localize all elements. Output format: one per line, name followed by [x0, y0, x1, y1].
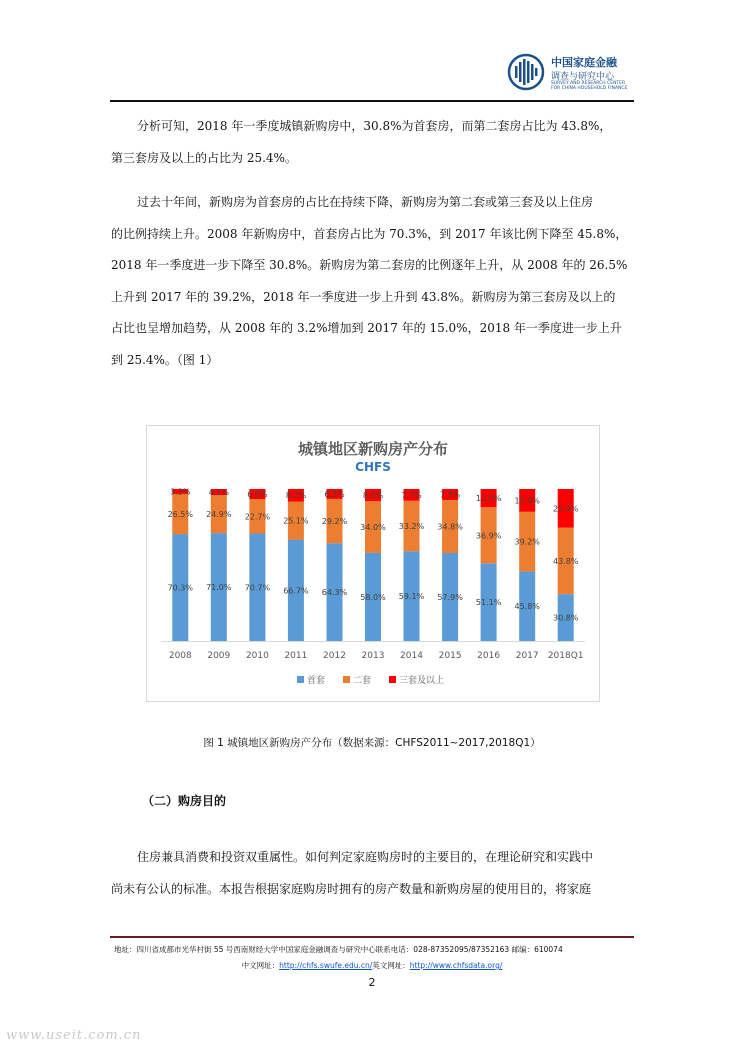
data-label: 4.1%: [208, 488, 229, 498]
data-label: 58.0%: [360, 592, 386, 602]
legend-label: 首套: [307, 676, 326, 686]
data-label: 70.3%: [167, 583, 194, 593]
paragraph-line: 到 25.4%。（图 1）: [111, 352, 219, 367]
x-tick-label: 2017: [515, 651, 539, 661]
x-tick-label: 2016: [477, 651, 501, 661]
x-tick-label: 2010: [245, 651, 269, 661]
data-label: 6.6%: [247, 490, 268, 499]
data-label: 7.3%: [439, 490, 461, 500]
paragraph-line: 尚未有公认的标准。本报告根据家庭购房时拥有的房产数量和新购房屋的使用目的，将家庭: [111, 881, 592, 896]
en-site-link[interactable]: http://www.chfsdata.org/: [409, 961, 503, 970]
paragraph-line: 的比例持续上升。2008 年新购房中，首套房占比为 70.3%，到 2017 年该比例下降至 45.8%，: [111, 226, 628, 241]
paragraph-line: 2018 年一季度进一步下降至 30.8%。新购房为第二套房的比例逐年上升，从 2008 年的 26.5%: [111, 258, 628, 272]
paragraph-2: [111, 187, 635, 376]
paragraph-line: 住房兼具消费和投资双重属性。如何判定家庭购房时的主要目的，在理论研究和实践中: [137, 850, 594, 864]
data-label: 64.3%: [321, 588, 348, 598]
data-label: 25.1%: [283, 516, 309, 526]
x-tick-label: 2015: [438, 651, 462, 661]
data-label: 34.0%: [360, 523, 386, 532]
paragraph-3: [111, 842, 635, 905]
data-label: 15.0%: [514, 496, 540, 506]
paragraph-line: 分析可知，2018 年一季度城镇新购房中，30.8%为首套房，而第二套房占比为 43.8%，: [137, 119, 612, 133]
chart-svg: [147, 426, 599, 701]
legend-swatch: [297, 676, 304, 683]
data-label: 57.9%: [437, 593, 463, 602]
x-tick-label: 2013: [361, 651, 385, 661]
housing-distribution-chart: [146, 425, 600, 702]
data-label: 71.0%: [206, 583, 232, 592]
data-label: 25.4%: [552, 504, 579, 514]
data-label: 26.5%: [167, 510, 194, 519]
paragraph-line: 过去十年间，新购房为首套房的占比在持续下降，新购房为第二套或第三套及以上住房: [137, 195, 594, 209]
logo-english-text: SURVEY AND RESEARCH CENTER FOR CHINA HOUSEHOLD FINANCE: [551, 81, 628, 91]
data-label: 34.8%: [437, 522, 463, 532]
chart-title: 城镇地区新购房产分布: [297, 440, 449, 458]
x-tick-label: 2018Q1: [547, 651, 584, 661]
x-tick-label: 2012: [323, 651, 346, 661]
cn-site-link[interactable]: http://chfs.swufe.edu.cn/: [279, 961, 373, 970]
legend-swatch: [389, 676, 396, 683]
x-tick-label: 2009: [207, 651, 231, 661]
figure-caption: 图 1 城镇地区新购房产分布（数据来源：CHFS2011~2017,2018Q1）: [203, 737, 541, 749]
data-label: 8.0%: [362, 491, 384, 501]
paragraph-line: 占比也呈增加趋势，从 2008 年的 3.2%增加到 2017 年的 15.0%，2018 年一季度进一步上升: [111, 321, 622, 335]
footer-address: 地址：四川省成都市光华村街 55 号西南财经大学中国家庭金融调查与研究中心联系电话：028-87352095/87352163 邮编：610074: [114, 945, 563, 954]
header-rule: [110, 100, 634, 102]
data-label: 12.0%: [475, 494, 502, 504]
footer-rule: [110, 936, 634, 938]
data-label: 24.9%: [206, 510, 232, 520]
watermark: www.useit.com.cn: [6, 1028, 142, 1043]
data-label: 29.2%: [321, 517, 348, 527]
data-label: 39.2%: [514, 537, 540, 547]
paragraph-1: [111, 111, 635, 174]
chfs-logo-icon: [506, 52, 546, 92]
legend-label: 二套: [353, 676, 372, 686]
section-heading: （二）购房目的: [142, 794, 227, 808]
logo-title: 中国家庭金融: [551, 56, 617, 69]
data-label: 45.8%: [514, 602, 540, 612]
cn-site-label: 中文网址：: [241, 961, 280, 970]
data-label: 7.7%: [401, 490, 422, 500]
page-number: 2: [368, 976, 376, 989]
paragraph-line: 第三套房及以上的占比为 25.4%。: [111, 150, 297, 165]
en-site-label: 英文网址：: [372, 961, 410, 970]
x-tick-label: 2014: [400, 651, 423, 661]
data-label: 70.7%: [244, 583, 271, 593]
data-label: 36.9%: [475, 531, 502, 541]
x-tick-label: 2011: [284, 651, 308, 661]
data-label: 30.8%: [552, 613, 579, 623]
data-label: 33.2%: [398, 521, 425, 531]
paragraph-line: 上升到 2017 年的 39.2%，2018 年一季度进一步上升到 43.8%。新购房为第三套房及以上的: [111, 289, 616, 304]
legend-swatch: [343, 676, 350, 683]
data-label: 59.1%: [398, 592, 425, 602]
data-label: 43.8%: [552, 556, 579, 566]
logo-subtitle: 调查与研究中心: [551, 72, 615, 82]
chfs-logo: [506, 52, 646, 94]
data-label: 66.7%: [283, 586, 309, 596]
data-label: 6.5%: [324, 489, 345, 499]
chart-subtitle: CHFS: [355, 460, 391, 474]
legend-label: 三套及以上: [399, 676, 445, 686]
data-label: 22.7%: [244, 512, 271, 522]
footer-websites: [0, 960, 744, 971]
x-tick-label: 2008: [168, 651, 192, 661]
data-label: 51.1%: [475, 598, 502, 608]
data-label: 3.2%: [170, 487, 191, 497]
data-label: 8.2%: [285, 491, 307, 501]
